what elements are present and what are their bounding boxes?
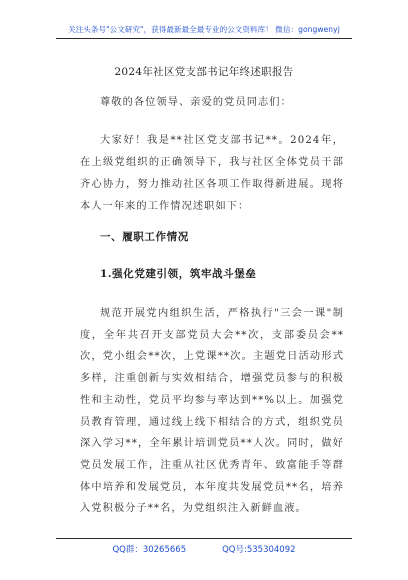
header-divider: [56, 38, 352, 39]
footer-qq-group: QQ群：30265665: [112, 545, 187, 555]
footer-qq-number: QQ号:535304092: [222, 545, 296, 555]
document-title: 2024年社区党支部书记年终述职报告: [114, 66, 294, 78]
greeting: 尊敬的各位领导、亲爱的党员同志们：: [100, 97, 292, 108]
body-paragraph: 规范开展党内组织生活，严格执行"三会一课"制度，全年共召开支部党员大会**次，支部委员会**次，党小组会**次，上党课**次。主题党日活动形式多样，注重创新与实效相结合，增强党员参与的积极性和主动性，党员平均参与率达到**%以上。加强党员教育管理，通过线上线下相结合的方式，组织党员深入学习**，全年累计培训党员**人次。同时，做好党员发展工作，注重从社区优秀青年、致富能手等群体中培养和发展党员，本年度共发展党员**名，培养入党积极分子**名，为党组织注入新鲜血液。: [80, 308, 344, 515]
intro-paragraph: 大家好！我是**社区党支部书记**。2024年，在上级党组织的正确领导下，我与社区全体党员干部齐心协力，努力推动社区各项工作取得新进展。现将本人一年来的工作情况述职如下：: [80, 135, 344, 212]
footer-contacts: [0, 543, 408, 555]
header-banner: 关注头条号"公文研究"，获得最新最全最专业的公文资料库！ 微信：gongwenyj: [68, 25, 340, 34]
footer-divider: [56, 538, 352, 539]
subsection-heading: 1.强化党建引领，筑牢战斗堡垒: [100, 268, 257, 280]
section-heading: 一、履职工作情况: [100, 231, 189, 243]
